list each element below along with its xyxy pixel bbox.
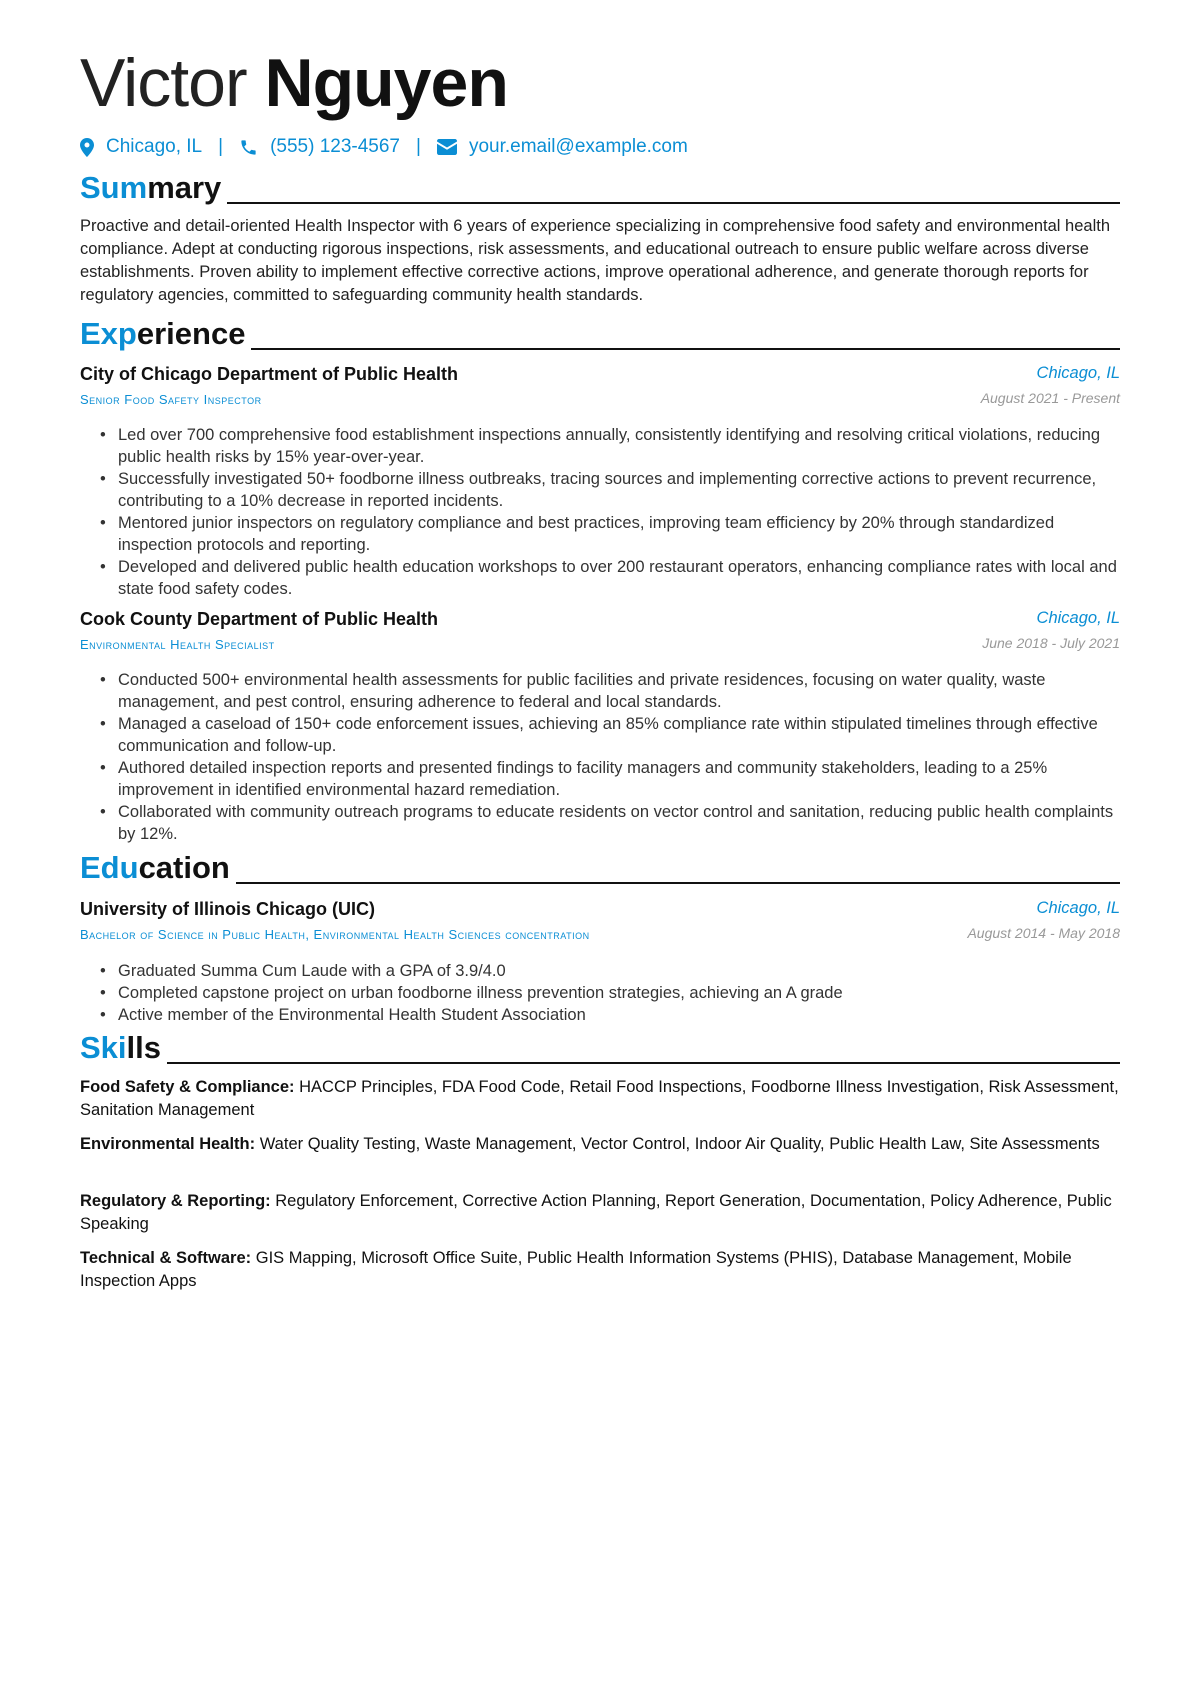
email-link[interactable]: your.email@example.com <box>468 136 688 157</box>
list-item: • Developed and delivered public health education workshops to over 200 restaurant operators, enhancing compliance rates with local and state food safety codes. <box>100 556 1120 600</box>
list-item: • Active member of the Environmental Health Student Association <box>100 1004 1120 1026</box>
contact-bar <box>80 132 688 162</box>
list-item: • Graduated Summa Cum Laude with a GPA of 3.9/4.0 <box>100 960 1120 982</box>
skill-group <box>80 1190 1120 1236</box>
list-item: • Authored detailed inspection reports and presented findings to facility managers and community stakeholders, leading to a 25% improvement in identified environmental hazard remediation. <box>100 757 1120 801</box>
list-item: • Successfully investigated 50+ foodborne illness outbreaks, tracing sources and implementing corrective actions to prevent recurrence, contributing to a 10% decrease in reported incidents. <box>100 468 1120 512</box>
list-item: • Collaborated with community outreach programs to educate residents on vector control and sanitation, reducing public health complaints by 12%. <box>100 801 1120 845</box>
candidate-name <box>80 38 508 128</box>
job-bullets <box>100 424 1120 600</box>
job-location: Chicago, IL <box>1036 364 1120 382</box>
degree: Bachelor of Science in Public Health, Environmental Health Sciences concentration <box>80 927 590 942</box>
skills-heading: Skills <box>80 1028 1120 1068</box>
skill-group <box>80 1076 1120 1122</box>
list-item: • Conducted 500+ environmental health assessments for public facilities and private residences, focusing on water quality, waste management, and pest control, ensuring adherence to federal and local standards. <box>100 669 1120 713</box>
skill-items: GIS Mapping, Microsoft Office Suite, Public Health Information Systems (PHIS), Database Management, Mobile Inspection Apps <box>80 1249 1072 1290</box>
job-location: Chicago, IL <box>1036 609 1120 627</box>
job-role: Senior Food Safety Inspector <box>80 392 262 407</box>
skill-label: Environmental Health: <box>80 1135 256 1153</box>
skill-label: Regulatory & Reporting: <box>80 1192 271 1210</box>
list-item: • Led over 700 comprehensive food establishment inspections annually, consistently identifying and resolving critical violations, reducing public health risks by 15% year-over-year. <box>100 424 1120 468</box>
job-org: Cook County Department of Public Health <box>80 609 439 629</box>
first-name: Victor <box>80 45 247 121</box>
education-dates: August 2014 - May 2018 <box>967 925 1120 941</box>
last-name: Nguyen <box>264 45 508 121</box>
envelope-icon <box>437 139 457 155</box>
skill-label: Food Safety & Compliance: <box>80 1078 295 1096</box>
job-dates: August 2021 - Present <box>980 390 1120 406</box>
phone-text: (555) 123-4567 <box>270 136 400 157</box>
list-item: • Completed capstone project on urban foodborne illness prevention strategies, achieving an A grade <box>100 982 1120 1004</box>
skill-group <box>80 1247 1120 1293</box>
summary-heading: Summary <box>80 168 1120 208</box>
location-text: Chicago, IL <box>106 136 203 157</box>
location-item <box>80 136 202 158</box>
section-rule <box>167 1062 1120 1064</box>
skill-group <box>80 1133 1120 1156</box>
school-location: Chicago, IL <box>1036 899 1120 917</box>
summary-text: Proactive and detail-oriented Health Inspector with 6 years of experience specializing in comprehensive food safety and environmental health compliance. Adept at conducting rigorous inspections, risk assessments, and educational outreach to ensure public welfare across diverse establishments. Proven ability to implement effective corrective actions, improve operational adherence, and generate thorough reports for regulatory agencies, committed to safeguarding community health standards. <box>80 217 1111 304</box>
phone-icon <box>239 138 258 157</box>
skill-items: Water Quality Testing, Waste Management, Vector Control, Indoor Air Quality, Public Health Law, Site Assessments <box>259 1135 1100 1153</box>
email-item[interactable] <box>437 136 688 158</box>
section-rule <box>227 202 1120 204</box>
job-role: Environmental Health Specialist <box>80 637 275 652</box>
separator: | <box>416 136 421 157</box>
experience-heading: Experience <box>80 314 1120 354</box>
list-item: • Managed a caseload of 150+ code enforcement issues, achieving an 85% compliance rate within stipulated timelines through effective communication and follow-up. <box>100 713 1120 757</box>
section-rule <box>251 348 1120 350</box>
section-rule <box>236 882 1120 884</box>
skill-label: Technical & Software: <box>80 1249 252 1267</box>
education-heading: Education <box>80 848 1120 888</box>
skill-items: Regulatory Enforcement, Corrective Action Planning, Report Generation, Documentation, Policy Adherence, Public Speaking <box>80 1192 1112 1233</box>
map-pin-icon <box>80 138 94 157</box>
job-dates: June 2018 - July 2021 <box>982 635 1120 651</box>
job-bullets <box>100 669 1120 845</box>
skill-items: HACCP Principles, FDA Food Code, Retail Food Inspections, Foodborne Illness Investigation, Risk Assessment, Sanitation Management <box>80 1078 1119 1119</box>
phone-item[interactable] <box>239 136 400 158</box>
job-org: City of Chicago Department of Public Health <box>80 364 459 384</box>
list-item: • Mentored junior inspectors on regulatory compliance and best practices, improving team efficiency by 20% through standardized inspection protocols and reporting. <box>100 512 1120 556</box>
separator: | <box>218 136 224 157</box>
school-name: University of Illinois Chicago (UIC) <box>80 899 376 919</box>
education-bullets <box>100 960 1120 1026</box>
